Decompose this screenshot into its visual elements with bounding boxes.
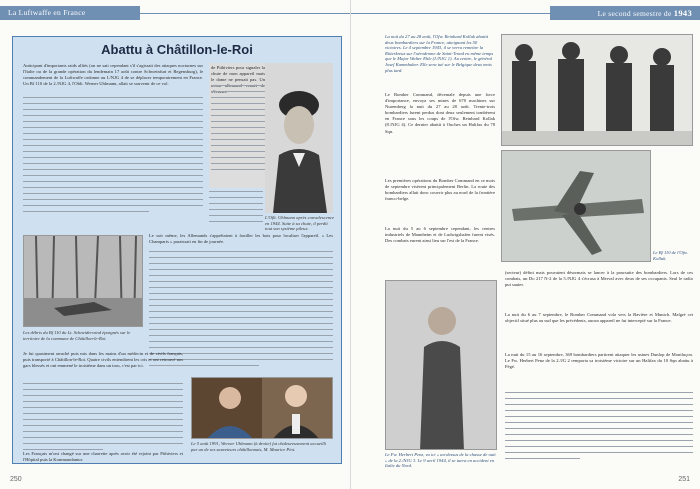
box-intro-text: Anticipant d'importants raids alliés (on ne sait cependant s'il s'agissait des attaques nocturnes sur l'Italie ou de la grande opération du lendemain 17 août contre Schweinfurt et Regensburg), le commandement de la Luftwaffe ordonne au I./NJG 4 de se déplacer temporairement en France. Un Bf 110 de la 2./NJG 4, l'Oblt. Werner Uhlmann, allait se souvenir de ce vol. bbox=[23, 63, 203, 87]
portrait-photo-uhlmann bbox=[265, 63, 333, 213]
right-column2-lines bbox=[505, 392, 693, 468]
box-middle-text: Le soir même, les Allemands s'apprêtaient à fouiller les bois pour localiser l'appareil. « Les Champarts » paraissait en fin de journée. bbox=[149, 233, 333, 245]
ceremony-image bbox=[502, 35, 693, 146]
soldier-caption: Le Fw. Herbert Penz, vu ici « au-dessus de la chasse de nuit » de la 2./NJG 3. Le 9 avril 1944, il se tuera en accident en Italie du Nord. bbox=[385, 452, 496, 469]
right-page-number: 251 bbox=[678, 476, 690, 483]
right-column2-text: (secteur) défini mais pouvaient désormais se lancer à la poursuite des bombardiers. Lors de ces combats, un Do 217 N-2 de la 5./NJG 4 s'écrasa à Merval avec deux de ses occupants. Seul le radio put sauter. bbox=[505, 270, 693, 288]
portrait-text-column: de Pithiviers pour signaler la chute de mon appareil mais le dame ne pensait pas. Un bbox=[209, 63, 267, 188]
soldier-photo bbox=[385, 280, 497, 450]
veterans-photo bbox=[191, 377, 333, 439]
box-title: Abattu à Châtillon-le-Roi bbox=[101, 42, 253, 57]
ceremony-photo bbox=[501, 34, 693, 146]
aircraft-image bbox=[502, 151, 651, 262]
left-running-header: La Luftwaffe en France bbox=[0, 6, 140, 20]
portrait-image bbox=[265, 63, 333, 213]
right-running-header: Le second semestre de 1943 bbox=[550, 6, 700, 20]
col2-lines bbox=[209, 191, 263, 231]
right-column2c-text: La nuit du 15 au 16 septembre, 369 bombardiers partirent attaquer les usines Dunlop de Montluçon. Le Fw. Herbert Penz de la 2./JG 2 remporta sa troisième victoire sur un Halifax du 10 Sqn abattu à Fégé. bbox=[505, 352, 693, 370]
right-column1c-text: La nuit du 5 au 6 septembre cependant, les centres industriels de Mannheim et de Ludwigshafen furent visés. Des combats eurent ainsi lieu sur l'est de la France. bbox=[385, 226, 495, 244]
veterans-caption: Le 5 août 1991, Werner Uhlmann (à droite) fut chaleureusement accueilli par un de ses sauveteurs châtillonnais, M. Maurice Piot. bbox=[191, 441, 327, 452]
right-page bbox=[350, 0, 700, 489]
right-column2b-text: La nuit du 6 au 7 septembre, le Bomber Command vola vers la Bavière et Munich. Malgré cet objectif situé plus au sud que les précédents, aucun appareil ne fut intercepté sur la France. bbox=[505, 312, 693, 324]
bf110-caption: Le Bf 110 de l'Ofw. Kollak. bbox=[653, 250, 688, 261]
box-closing-text: Les Français m'ont changé sur une charrette après avoir été rejoint par Pithiviers et l'Hôpital puis la Kommandantur. bbox=[23, 451, 183, 463]
veterans-image bbox=[192, 378, 333, 439]
forest-caption: Les débris du Bf 110 du Lt. Schneiderwind épargnés sur le territoire de la commune de Châtillon-le-Roi. bbox=[23, 330, 131, 341]
box-bottom-text: Je fut quasiment arraché puis mis dans les mains d'un médecin et de civils français, puis transporté à Châtillon-le-Roi. Quatre civils entendirent les cris et ont retrouvé nos gars blessés et ont emmené le troisième dans un trou, c'est par ici. bbox=[23, 351, 183, 369]
forest-image bbox=[24, 236, 143, 327]
right-column1b-text: Les premières opérations du Bomber Command en ce mois de septembre visèrent principalement Berlin. La route des bombardiers allait donc couvrir plus au nord de la frontière franco-belge. bbox=[385, 178, 495, 202]
portrait-caption: L'Oflt. Uhlmann après convalescence en 1944. Suite à sa chute, il perdit tout son système pileux. bbox=[265, 215, 335, 232]
intro-text-lines bbox=[23, 97, 203, 229]
sidebar-box bbox=[12, 36, 342, 464]
header-rule bbox=[140, 13, 350, 14]
bottom-text-lines bbox=[23, 383, 183, 457]
right-column1-text: Le Bomber Command, décemale depuis une force d'importance, envoya ses mines de 670 machines sur Nuremberg la nuit du 27 au 28 août. Trente-trois bombardiers furent perdus dont deux seulement tombèrent en France sous les coups de l'Ofw. Reinhard Kollak (8./NJG 4). Ce dernier abattit à Ouches un Halifax du 78 Sqn. bbox=[385, 92, 495, 134]
left-page-number: 250 bbox=[10, 476, 22, 483]
bf110-photo bbox=[501, 150, 651, 262]
forest-wreck-photo bbox=[23, 235, 143, 327]
kollak-caption: La nuit du 27 au 28 août, l'Ofw. Reinhard Kollak abattit deux bombardiers sur la France, atteignant les 50 victoires. Le 4 septembre 1943, il se verra remettre la Ritterkreuz sur l'aérodrome de Saint-Trond en même temps que le Major Walter Ehle (I./NJG 1). Au centre, le général Josef Kammhuber. Elle sera tué sur le Belgique deux mois plus tard. bbox=[385, 34, 494, 73]
header-rule bbox=[351, 13, 551, 14]
soldier-image bbox=[386, 281, 497, 450]
